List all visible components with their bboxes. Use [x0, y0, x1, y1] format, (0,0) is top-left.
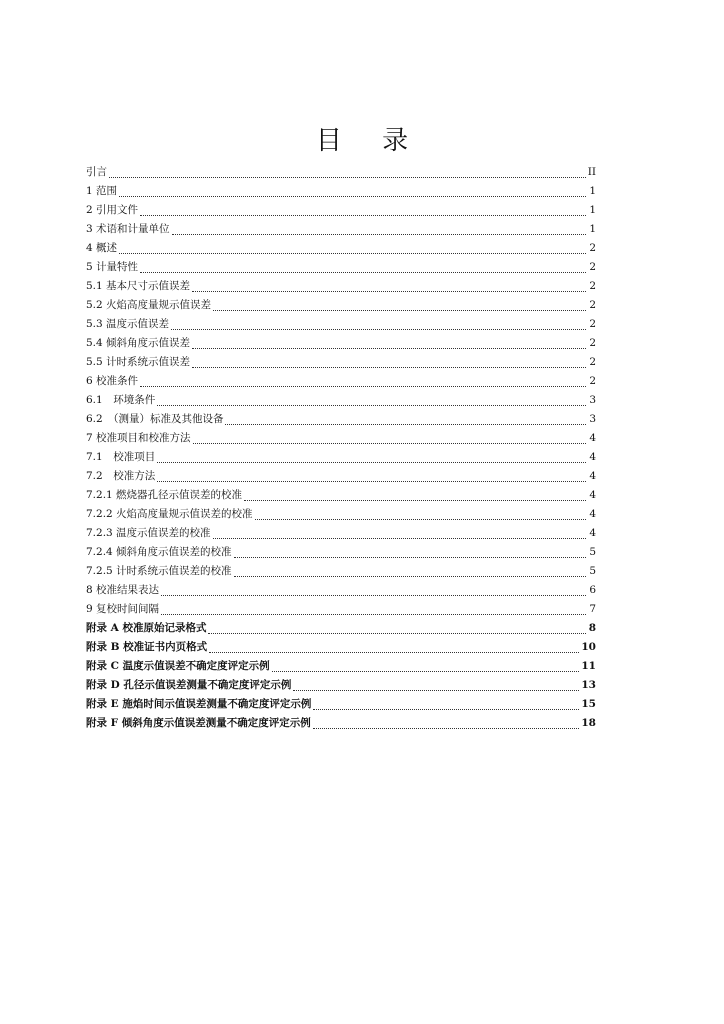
toc-entry[interactable] [86, 638, 596, 657]
toc-entry-page-number: 18 [581, 717, 596, 729]
toc-entry-page-number: 3 [589, 394, 596, 406]
toc-entry[interactable] [86, 372, 596, 391]
toc-entry[interactable] [86, 391, 596, 410]
toc-entry-page-number: II [587, 166, 596, 178]
toc-entry[interactable] [86, 600, 596, 619]
page-title: 目 录 [315, 126, 425, 156]
dot-leader [213, 309, 586, 311]
toc-entry[interactable] [86, 353, 596, 372]
toc-entry-label: 7.2.2 火焰高度量规示值误差的校准 [86, 508, 253, 520]
toc-entry-label: 1 范围 [86, 185, 118, 197]
toc-entry-page-number: 2 [589, 299, 596, 311]
toc-entry[interactable] [86, 714, 596, 733]
toc-entry-page-number: 8 [588, 622, 596, 634]
toc-entry[interactable] [86, 182, 596, 201]
dot-leader [208, 632, 586, 634]
toc-entry-label: 7.1 校准项目 [86, 451, 156, 463]
dot-leader [157, 461, 586, 463]
toc-entry[interactable] [86, 695, 596, 714]
dot-leader [234, 575, 586, 577]
toc-entry-label: 7.2.3 温度示值误差的校准 [86, 527, 211, 539]
toc-entry[interactable] [86, 448, 596, 467]
toc-entry-label: 7.2.5 计时系统示值误差的校准 [86, 565, 232, 577]
toc-entry-page-number: 15 [581, 698, 596, 710]
toc-entry-page-number: 1 [589, 204, 596, 216]
toc-entry-page-number: 2 [589, 318, 596, 330]
dot-leader [313, 708, 579, 710]
toc-entry[interactable] [86, 524, 596, 543]
toc-entry-label: 7 校准项目和校准方法 [86, 432, 191, 444]
toc-entry[interactable] [86, 410, 596, 429]
dot-leader [272, 670, 580, 672]
toc-entry-label: 附录 D 孔径示值误差测量不确定度评定示例 [86, 679, 292, 691]
toc-entry[interactable] [86, 239, 596, 258]
toc-entry-page-number: 2 [589, 242, 596, 254]
toc-entry-page-number: 3 [589, 413, 596, 425]
dot-leader [225, 423, 586, 425]
toc-entry[interactable] [86, 220, 596, 239]
dot-leader [209, 651, 579, 653]
toc-entry[interactable] [86, 619, 596, 638]
toc-entry-page-number: 5 [589, 565, 596, 577]
toc-entry[interactable] [86, 277, 596, 296]
toc-entry[interactable] [86, 163, 596, 182]
toc-entry-page-number: 2 [589, 356, 596, 368]
toc-entry-label: 附录 F 倾斜角度示值误差测量不确定度评定示例 [86, 717, 311, 729]
toc-entry-page-number: 7 [589, 603, 596, 615]
toc-entry-label: 6 校准条件 [86, 375, 139, 387]
toc-entry-page-number: 13 [581, 679, 596, 691]
toc-entry[interactable] [86, 657, 596, 676]
dot-leader [119, 252, 586, 254]
dot-leader [192, 366, 586, 368]
toc-entry-label: 6.1 环境条件 [86, 394, 156, 406]
dot-leader [161, 594, 586, 596]
toc-entry-label: 5.5 计时系统示值误差 [86, 356, 191, 368]
toc-entry-label: 6.2 （测量）标准及其他设备 [86, 413, 224, 425]
dot-leader [255, 518, 586, 520]
toc-entry[interactable] [86, 505, 596, 524]
dot-leader [157, 404, 586, 406]
dot-leader [193, 442, 586, 444]
toc-entry-page-number: 11 [581, 660, 596, 672]
toc-entry[interactable] [86, 429, 596, 448]
dot-leader [119, 195, 586, 197]
toc-entry-label: 2 引用文件 [86, 204, 139, 216]
dot-leader [213, 537, 586, 539]
toc-entry-page-number: 2 [589, 337, 596, 349]
toc-entry-page-number: 2 [589, 280, 596, 292]
toc-entry-page-number: 4 [589, 451, 596, 463]
dot-leader [192, 347, 586, 349]
toc-entry-page-number: 4 [589, 508, 596, 520]
toc-entry-page-number: 2 [589, 375, 596, 387]
toc-entry[interactable] [86, 258, 596, 277]
dot-leader [140, 385, 586, 387]
dot-leader [172, 233, 586, 235]
toc-entry-page-number: 4 [589, 489, 596, 501]
toc-entry[interactable] [86, 296, 596, 315]
toc-entry-label: 9 复校时间间隔 [86, 603, 160, 615]
toc-entry-label: 引言 [86, 166, 107, 178]
dot-leader [140, 271, 586, 273]
dot-leader [140, 214, 586, 216]
toc-entry-page-number: 10 [581, 641, 596, 653]
toc-entry-label: 8 校准结果表达 [86, 584, 160, 596]
toc-entry[interactable] [86, 201, 596, 220]
toc-entry-page-number: 4 [589, 470, 596, 482]
toc-entry[interactable] [86, 581, 596, 600]
toc-entry-label: 5.3 温度示值误差 [86, 318, 170, 330]
toc-entry-label: 附录 B 校准证书内页格式 [86, 641, 208, 653]
toc-entry-label: 附录 C 温度示值误差不确定度评定示例 [86, 660, 270, 672]
dot-leader [157, 480, 586, 482]
toc-entry-label: 3 术语和计量单位 [86, 223, 170, 235]
toc-entry[interactable] [86, 676, 596, 695]
dot-leader [161, 613, 586, 615]
toc-entry[interactable] [86, 486, 596, 505]
toc-entry-label: 附录 E 施焰时间示值误差测量不确定度评定示例 [86, 698, 312, 710]
toc-entry-page-number: 1 [589, 185, 596, 197]
toc-entry[interactable] [86, 562, 596, 581]
dot-leader [244, 499, 586, 501]
table-of-contents [86, 163, 596, 733]
toc-entry-label: 5.4 倾斜角度示值误差 [86, 337, 191, 349]
toc-entry[interactable] [86, 334, 596, 353]
dot-leader [234, 556, 586, 558]
toc-entry-label: 5.2 火焰高度量规示值误差 [86, 299, 212, 311]
toc-entry-page-number: 5 [589, 546, 596, 558]
toc-entry-label: 附录 A 校准原始记录格式 [86, 622, 207, 634]
toc-entry-page-number: 4 [589, 527, 596, 539]
toc-entry-label: 7.2 校准方法 [86, 470, 156, 482]
dot-leader [171, 328, 586, 330]
toc-entry-label: 5 计量特性 [86, 261, 139, 273]
toc-entry-page-number: 6 [589, 584, 596, 596]
toc-entry[interactable] [86, 467, 596, 486]
toc-entry-page-number: 4 [589, 432, 596, 444]
toc-entry[interactable] [86, 543, 596, 562]
toc-entry-label: 7.2.4 倾斜角度示值误差的校准 [86, 546, 232, 558]
dot-leader [293, 689, 579, 691]
toc-entry[interactable] [86, 315, 596, 334]
dot-leader [109, 176, 586, 178]
toc-entry-label: 7.2.1 燃烧器孔径示值误差的校准 [86, 489, 243, 501]
toc-entry-page-number: 1 [589, 223, 596, 235]
toc-entry-label: 5.1 基本尺寸示值误差 [86, 280, 191, 292]
dot-leader [192, 290, 586, 292]
toc-entry-label: 4 概述 [86, 242, 118, 254]
dot-leader [313, 727, 580, 729]
toc-entry-page-number: 2 [589, 261, 596, 273]
